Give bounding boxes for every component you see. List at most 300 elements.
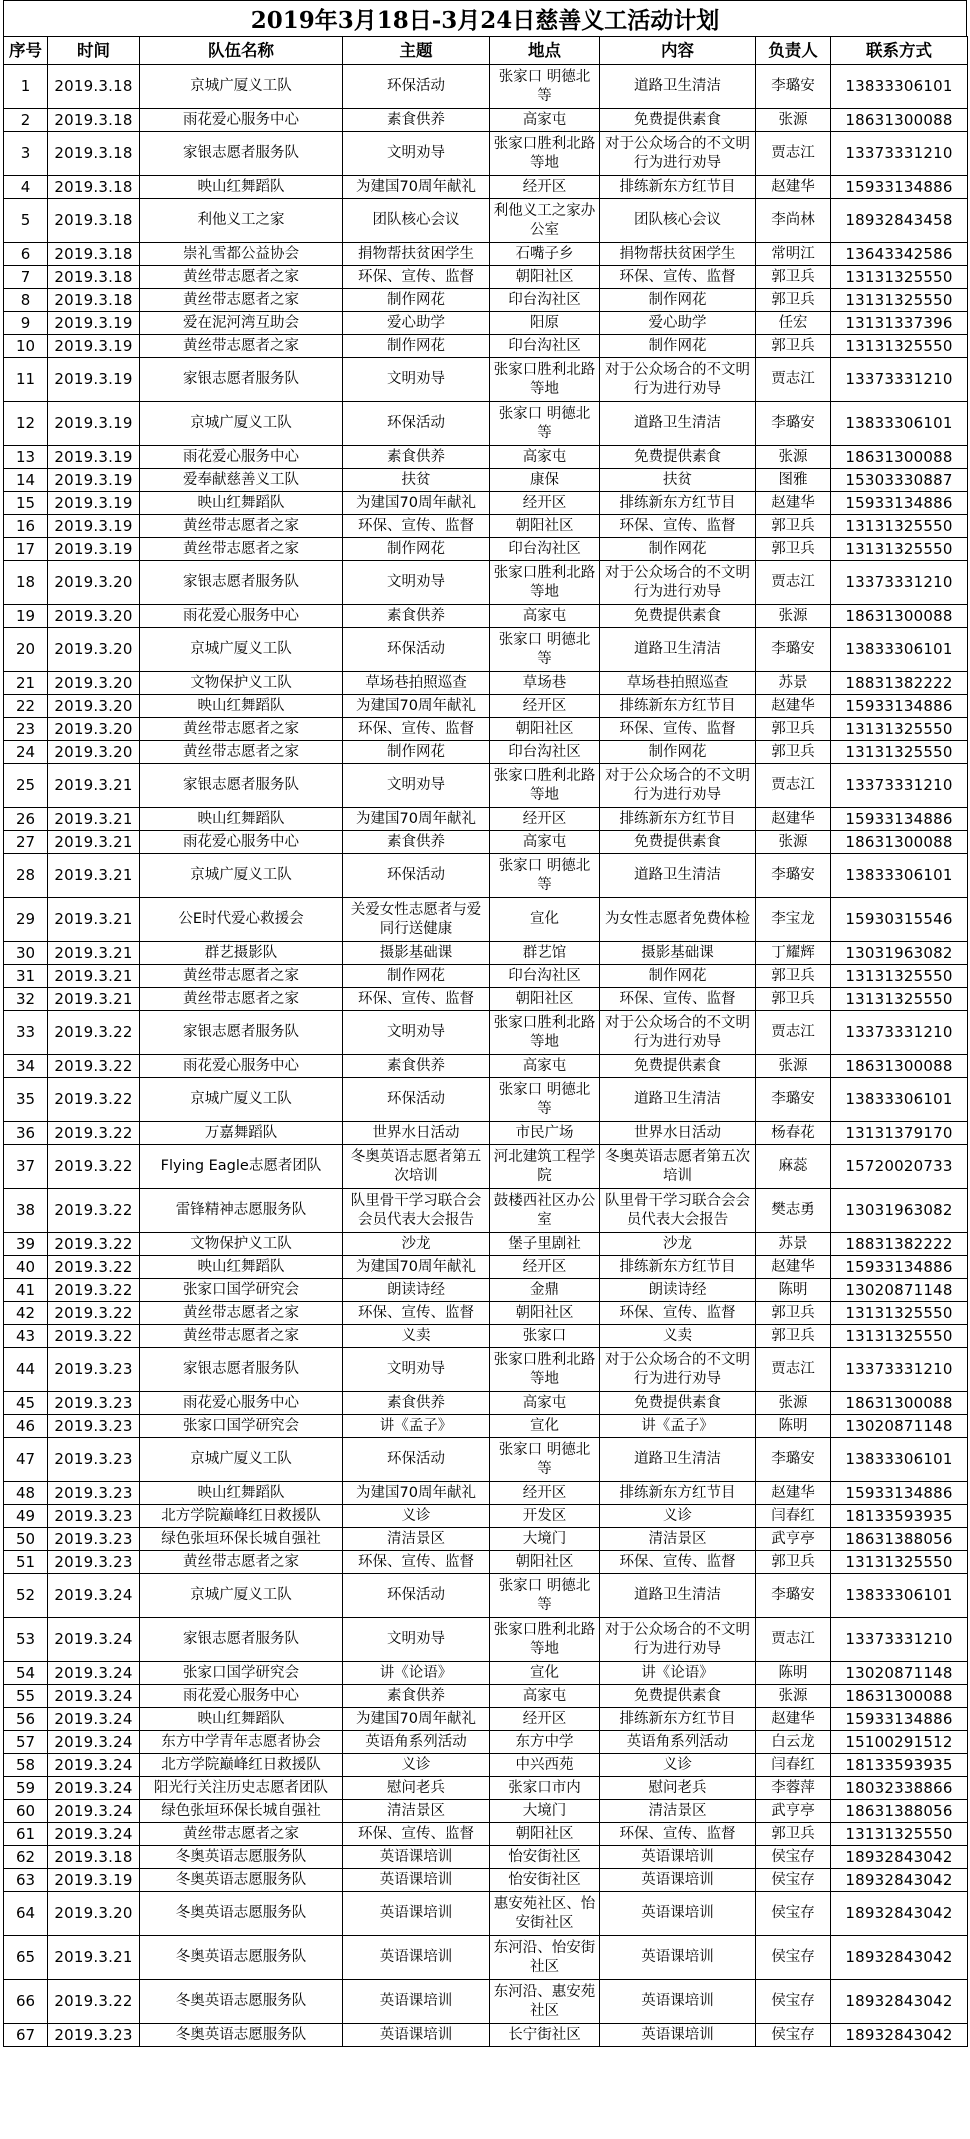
cell-contact: 15933134886 [831,176,968,199]
cell-index: 18 [4,561,48,605]
cell-contact: 13020871148 [831,1415,968,1438]
cell-location: 朝阳社区 [490,718,600,741]
cell-content: 义卖 [600,1325,756,1348]
cell-person: 李璐安 [756,402,831,446]
cell-index: 43 [4,1325,48,1348]
cell-contact: 18631300088 [831,109,968,132]
cell-contact: 13131337396 [831,312,968,335]
cell-location: 张家口 明德北等 [490,1078,600,1122]
table-row [4,1392,968,1415]
document-page [3,0,967,2047]
table-row [4,1325,968,1348]
cell-time: 2019.3.23 [48,1415,140,1438]
table-row [4,1936,968,1980]
cell-contact: 13833306101 [831,65,968,109]
cell-time: 2019.3.22 [48,1325,140,1348]
cell-content: 免费提供素食 [600,605,756,628]
cell-person: 张源 [756,109,831,132]
cell-theme: 环保活动 [343,1438,490,1482]
cell-location: 大境门 [490,1528,600,1551]
cell-time: 2019.3.24 [48,1685,140,1708]
cell-team-name: 映山红舞蹈队 [140,1708,343,1731]
cell-content: 沙龙 [600,1233,756,1256]
cell-team-name: 冬奥英语志愿服务队 [140,1936,343,1980]
cell-index: 24 [4,741,48,764]
cell-theme: 为建国70周年献礼 [343,492,490,515]
cell-theme: 英语课培训 [343,1936,490,1980]
cell-content: 清洁景区 [600,1528,756,1551]
cell-theme: 环保活动 [343,65,490,109]
cell-contact: 18932843042 [831,1936,968,1980]
cell-person: 郭卫兵 [756,1302,831,1325]
table-row [4,718,968,741]
cell-index: 30 [4,942,48,965]
table-row [4,831,968,854]
cell-location: 印台沟社区 [490,965,600,988]
cell-content: 对于公众场合的不文明行为进行劝导 [600,358,756,402]
cell-person: 侯宝存 [756,1869,831,1892]
cell-theme: 素食供养 [343,446,490,469]
cell-time: 2019.3.18 [48,289,140,312]
cell-team-name: 京城广厦义工队 [140,628,343,672]
cell-index: 60 [4,1800,48,1823]
cell-theme: 环保、宣传、监督 [343,1823,490,1846]
cell-person: 赵建华 [756,1256,831,1279]
cell-theme: 制作网花 [343,741,490,764]
cell-person: 张源 [756,1055,831,1078]
header-location: 地点 [490,37,600,65]
table-row [4,1302,968,1325]
cell-contact: 15933134886 [831,1708,968,1731]
cell-content: 免费提供素食 [600,1685,756,1708]
cell-contact: 13131325550 [831,289,968,312]
cell-index: 42 [4,1302,48,1325]
cell-person: 赵建华 [756,1708,831,1731]
cell-time: 2019.3.22 [48,1302,140,1325]
cell-location: 东河沿、惠安苑社区 [490,1980,600,2024]
cell-location: 阳原 [490,312,600,335]
table-row [4,808,968,831]
cell-contact: 13031963082 [831,942,968,965]
cell-person: 贾志江 [756,358,831,402]
cell-team-name: 爱在泥河湾互助会 [140,312,343,335]
cell-person: 郭卫兵 [756,538,831,561]
cell-contact: 13131325550 [831,266,968,289]
cell-person: 郭卫兵 [756,1823,831,1846]
cell-index: 21 [4,672,48,695]
table-row [4,1189,968,1233]
cell-content: 排练新东方红节目 [600,1708,756,1731]
cell-location: 怡安街社区 [490,1846,600,1869]
cell-contact: 15303330887 [831,469,968,492]
cell-team-name: 雷锋精神志愿服务队 [140,1189,343,1233]
cell-contact: 13373331210 [831,1348,968,1392]
cell-team-name: 黄丝带志愿者之家 [140,515,343,538]
cell-time: 2019.3.24 [48,1618,140,1662]
cell-team-name: 映山红舞蹈队 [140,1256,343,1279]
cell-content: 对于公众场合的不文明行为进行劝导 [600,1348,756,1392]
cell-person: 郭卫兵 [756,266,831,289]
cell-person: 郭卫兵 [756,741,831,764]
cell-index: 22 [4,695,48,718]
cell-time: 2019.3.23 [48,1551,140,1574]
cell-time: 2019.3.18 [48,65,140,109]
cell-content: 捐物帮扶贫困学生 [600,243,756,266]
cell-location: 张家口胜利北路等地 [490,1618,600,1662]
cell-time: 2019.3.19 [48,335,140,358]
cell-location: 朝阳社区 [490,266,600,289]
table-row [4,1777,968,1800]
cell-contact: 13373331210 [831,358,968,402]
cell-theme: 英语课培训 [343,2024,490,2047]
cell-contact: 15933134886 [831,492,968,515]
cell-location: 朝阳社区 [490,1823,600,1846]
cell-location: 高家屯 [490,1392,600,1415]
cell-team-name: 北方学院巅峰红日救援队 [140,1505,343,1528]
cell-location: 金鼎 [490,1279,600,1302]
cell-contact: 13833306101 [831,1438,968,1482]
cell-location: 经开区 [490,1256,600,1279]
cell-index: 53 [4,1618,48,1662]
cell-theme: 义诊 [343,1754,490,1777]
cell-time: 2019.3.22 [48,1189,140,1233]
cell-index: 54 [4,1662,48,1685]
cell-index: 20 [4,628,48,672]
cell-index: 45 [4,1392,48,1415]
cell-index: 49 [4,1505,48,1528]
cell-content: 环保、宣传、监督 [600,718,756,741]
cell-contact: 18831382222 [831,1233,968,1256]
cell-time: 2019.3.21 [48,898,140,942]
cell-index: 66 [4,1980,48,2024]
cell-team-name: 黄丝带志愿者之家 [140,1302,343,1325]
cell-team-name: 黄丝带志愿者之家 [140,335,343,358]
table-body [4,65,968,2047]
cell-theme: 文明劝导 [343,358,490,402]
cell-index: 51 [4,1551,48,1574]
table-row [4,402,968,446]
cell-location: 怡安街社区 [490,1869,600,1892]
cell-contact: 18133593935 [831,1754,968,1777]
cell-team-name: 万嘉舞蹈队 [140,1122,343,1145]
cell-location: 经开区 [490,808,600,831]
cell-content: 英语角系列活动 [600,1731,756,1754]
cell-person: 丁耀辉 [756,942,831,965]
cell-contact: 13373331210 [831,1618,968,1662]
cell-person: 杨春花 [756,1122,831,1145]
cell-theme: 为建国70周年献礼 [343,695,490,718]
cell-location: 高家屯 [490,446,600,469]
cell-time: 2019.3.21 [48,808,140,831]
cell-theme: 关爱女性志愿者与爱同行送健康 [343,898,490,942]
cell-theme: 素食供养 [343,1685,490,1708]
cell-theme: 文明劝导 [343,561,490,605]
table-row [4,1279,968,1302]
table-row [4,469,968,492]
cell-team-name: 家银志愿者服务队 [140,1348,343,1392]
cell-location: 高家屯 [490,109,600,132]
header-person-in-charge: 负责人 [756,37,831,65]
cell-content: 慰问老兵 [600,1777,756,1800]
cell-index: 44 [4,1348,48,1392]
cell-theme: 队里骨干学习联合会会员代表大会报告 [343,1189,490,1233]
header-team-name: 队伍名称 [140,37,343,65]
cell-time: 2019.3.18 [48,243,140,266]
cell-person: 李尚林 [756,199,831,243]
cell-time: 2019.3.18 [48,1846,140,1869]
cell-content: 英语课培训 [600,2024,756,2047]
table-row [4,695,968,718]
cell-content: 环保、宣传、监督 [600,1302,756,1325]
cell-theme: 素食供养 [343,1055,490,1078]
cell-location: 东方中学 [490,1731,600,1754]
table-header-row [4,37,968,65]
cell-team-name: 京城广厦义工队 [140,1078,343,1122]
cell-contact: 18631300088 [831,1392,968,1415]
cell-index: 3 [4,132,48,176]
cell-team-name: 黄丝带志愿者之家 [140,741,343,764]
cell-team-name: 映山红舞蹈队 [140,695,343,718]
cell-index: 34 [4,1055,48,1078]
cell-contact: 13131325550 [831,538,968,561]
cell-index: 61 [4,1823,48,1846]
table-row [4,492,968,515]
cell-content: 道路卫生清洁 [600,1574,756,1618]
cell-content: 免费提供素食 [600,1392,756,1415]
cell-location: 朝阳社区 [490,988,600,1011]
cell-team-name: 映山红舞蹈队 [140,176,343,199]
cell-index: 29 [4,898,48,942]
cell-team-name: Flying Eagle志愿者团队 [140,1145,343,1189]
table-row [4,176,968,199]
cell-contact: 13131379170 [831,1122,968,1145]
cell-team-name: 映山红舞蹈队 [140,1482,343,1505]
cell-content: 草场巷拍照巡查 [600,672,756,695]
cell-theme: 团队核心会议 [343,199,490,243]
cell-theme: 环保、宣传、监督 [343,718,490,741]
cell-person: 李蓉萍 [756,1777,831,1800]
table-row [4,335,968,358]
cell-team-name: 雨花爱心服务中心 [140,831,343,854]
cell-person: 常明江 [756,243,831,266]
cell-person: 张源 [756,605,831,628]
cell-content: 道路卫生清洁 [600,1078,756,1122]
cell-person: 侯宝存 [756,2024,831,2047]
cell-time: 2019.3.21 [48,1936,140,1980]
cell-theme: 英语角系列活动 [343,1731,490,1754]
cell-content: 英语课培训 [600,1846,756,1869]
cell-time: 2019.3.20 [48,718,140,741]
table-row [4,988,968,1011]
cell-time: 2019.3.24 [48,1574,140,1618]
cell-team-name: 黄丝带志愿者之家 [140,289,343,312]
cell-location: 经开区 [490,1708,600,1731]
header-time: 时间 [48,37,140,65]
cell-location: 市民广场 [490,1122,600,1145]
cell-person: 李璐安 [756,628,831,672]
cell-person: 李璐安 [756,1438,831,1482]
page-title: 2019年3月18日-3月24日慈善义工活动计划 [3,0,967,36]
cell-time: 2019.3.19 [48,358,140,402]
cell-contact: 15100291512 [831,1731,968,1754]
cell-theme: 文明劝导 [343,1011,490,1055]
cell-location: 印台沟社区 [490,335,600,358]
table-row [4,446,968,469]
cell-team-name: 家银志愿者服务队 [140,1618,343,1662]
cell-content: 环保、宣传、监督 [600,515,756,538]
cell-time: 2019.3.18 [48,132,140,176]
cell-time: 2019.3.22 [48,1122,140,1145]
cell-time: 2019.3.22 [48,1233,140,1256]
cell-contact: 18631300088 [831,1055,968,1078]
cell-person: 李璐安 [756,1078,831,1122]
table-row [4,1055,968,1078]
cell-contact: 18032338866 [831,1777,968,1800]
table-row [4,109,968,132]
cell-person: 麻蕊 [756,1145,831,1189]
cell-theme: 讲《论语》 [343,1662,490,1685]
cell-location: 张家口 明德北等 [490,65,600,109]
cell-time: 2019.3.22 [48,1279,140,1302]
header-content: 内容 [600,37,756,65]
cell-person: 白云龙 [756,1731,831,1754]
cell-location: 张家口 明德北等 [490,628,600,672]
cell-theme: 环保活动 [343,1078,490,1122]
table-row [4,741,968,764]
cell-time: 2019.3.21 [48,764,140,808]
cell-index: 11 [4,358,48,402]
cell-person: 闫春红 [756,1505,831,1528]
table-row [4,515,968,538]
cell-time: 2019.3.23 [48,1505,140,1528]
cell-index: 8 [4,289,48,312]
cell-theme: 英语课培训 [343,1980,490,2024]
table-row [4,605,968,628]
cell-time: 2019.3.24 [48,1754,140,1777]
cell-contact: 13373331210 [831,1011,968,1055]
table-row [4,1348,968,1392]
cell-person: 张源 [756,1685,831,1708]
cell-content: 环保、宣传、监督 [600,1551,756,1574]
cell-index: 35 [4,1078,48,1122]
cell-index: 56 [4,1708,48,1731]
cell-theme: 环保活动 [343,854,490,898]
cell-theme: 清洁景区 [343,1528,490,1551]
cell-team-name: 黄丝带志愿者之家 [140,1823,343,1846]
table-row [4,1980,968,2024]
cell-contact: 13131325550 [831,718,968,741]
cell-index: 57 [4,1731,48,1754]
cell-content: 排练新东方红节目 [600,1256,756,1279]
cell-person: 陈明 [756,1279,831,1302]
cell-index: 39 [4,1233,48,1256]
cell-theme: 扶贫 [343,469,490,492]
cell-contact: 18631300088 [831,1685,968,1708]
cell-theme: 制作网花 [343,335,490,358]
cell-content: 清洁景区 [600,1800,756,1823]
cell-theme: 世界水日活动 [343,1122,490,1145]
cell-content: 为女性志愿者免费体检 [600,898,756,942]
cell-contact: 18932843042 [831,1846,968,1869]
cell-location: 经开区 [490,492,600,515]
cell-content: 团队核心会议 [600,199,756,243]
cell-content: 扶贫 [600,469,756,492]
table-row [4,1731,968,1754]
cell-contact: 13373331210 [831,132,968,176]
cell-theme: 素食供养 [343,1392,490,1415]
cell-person: 任宏 [756,312,831,335]
cell-team-name: 黄丝带志愿者之家 [140,965,343,988]
cell-location: 张家口 明德北等 [490,402,600,446]
cell-theme: 讲《孟子》 [343,1415,490,1438]
table-row [4,764,968,808]
cell-time: 2019.3.19 [48,402,140,446]
cell-team-name: 绿色张垣环保长城自强社 [140,1800,343,1823]
cell-index: 19 [4,605,48,628]
cell-location: 河北建筑工程学院 [490,1145,600,1189]
cell-time: 2019.3.19 [48,515,140,538]
cell-time: 2019.3.22 [48,1145,140,1189]
table-row [4,1618,968,1662]
cell-index: 23 [4,718,48,741]
cell-index: 1 [4,65,48,109]
table-row [4,965,968,988]
cell-contact: 13131325550 [831,1823,968,1846]
cell-team-name: 黄丝带志愿者之家 [140,988,343,1011]
cell-location: 宣化 [490,1415,600,1438]
cell-time: 2019.3.20 [48,695,140,718]
table-row [4,266,968,289]
cell-time: 2019.3.22 [48,1055,140,1078]
cell-theme: 环保活动 [343,628,490,672]
cell-time: 2019.3.18 [48,176,140,199]
cell-contact: 18631388056 [831,1528,968,1551]
cell-contact: 18631388056 [831,1800,968,1823]
activity-table [3,36,968,2047]
cell-index: 14 [4,469,48,492]
cell-index: 5 [4,199,48,243]
table-row [4,1078,968,1122]
cell-contact: 13833306101 [831,628,968,672]
table-row [4,1145,968,1189]
cell-index: 58 [4,1754,48,1777]
cell-theme: 义诊 [343,1505,490,1528]
cell-team-name: 雨花爱心服务中心 [140,605,343,628]
cell-location: 大境门 [490,1800,600,1823]
cell-theme: 冬奥英语志愿者第五次培训 [343,1145,490,1189]
cell-location: 鼓楼西社区办公室 [490,1189,600,1233]
table-row [4,672,968,695]
cell-team-name: 爱奉献慈善义工队 [140,469,343,492]
cell-contact: 13833306101 [831,1078,968,1122]
cell-index: 9 [4,312,48,335]
cell-index: 40 [4,1256,48,1279]
cell-person: 陈明 [756,1662,831,1685]
cell-contact: 15930315546 [831,898,968,942]
cell-contact: 13131325550 [831,965,968,988]
cell-content: 英语课培训 [600,1892,756,1936]
cell-index: 52 [4,1574,48,1618]
cell-location: 高家屯 [490,831,600,854]
cell-theme: 为建国70周年献礼 [343,176,490,199]
cell-contact: 18932843042 [831,1980,968,2024]
cell-theme: 为建国70周年献礼 [343,1256,490,1279]
table-row [4,1662,968,1685]
cell-team-name: 公E时代爱心救援会 [140,898,343,942]
cell-time: 2019.3.22 [48,1011,140,1055]
cell-contact: 18932843042 [831,1869,968,1892]
cell-time: 2019.3.20 [48,672,140,695]
